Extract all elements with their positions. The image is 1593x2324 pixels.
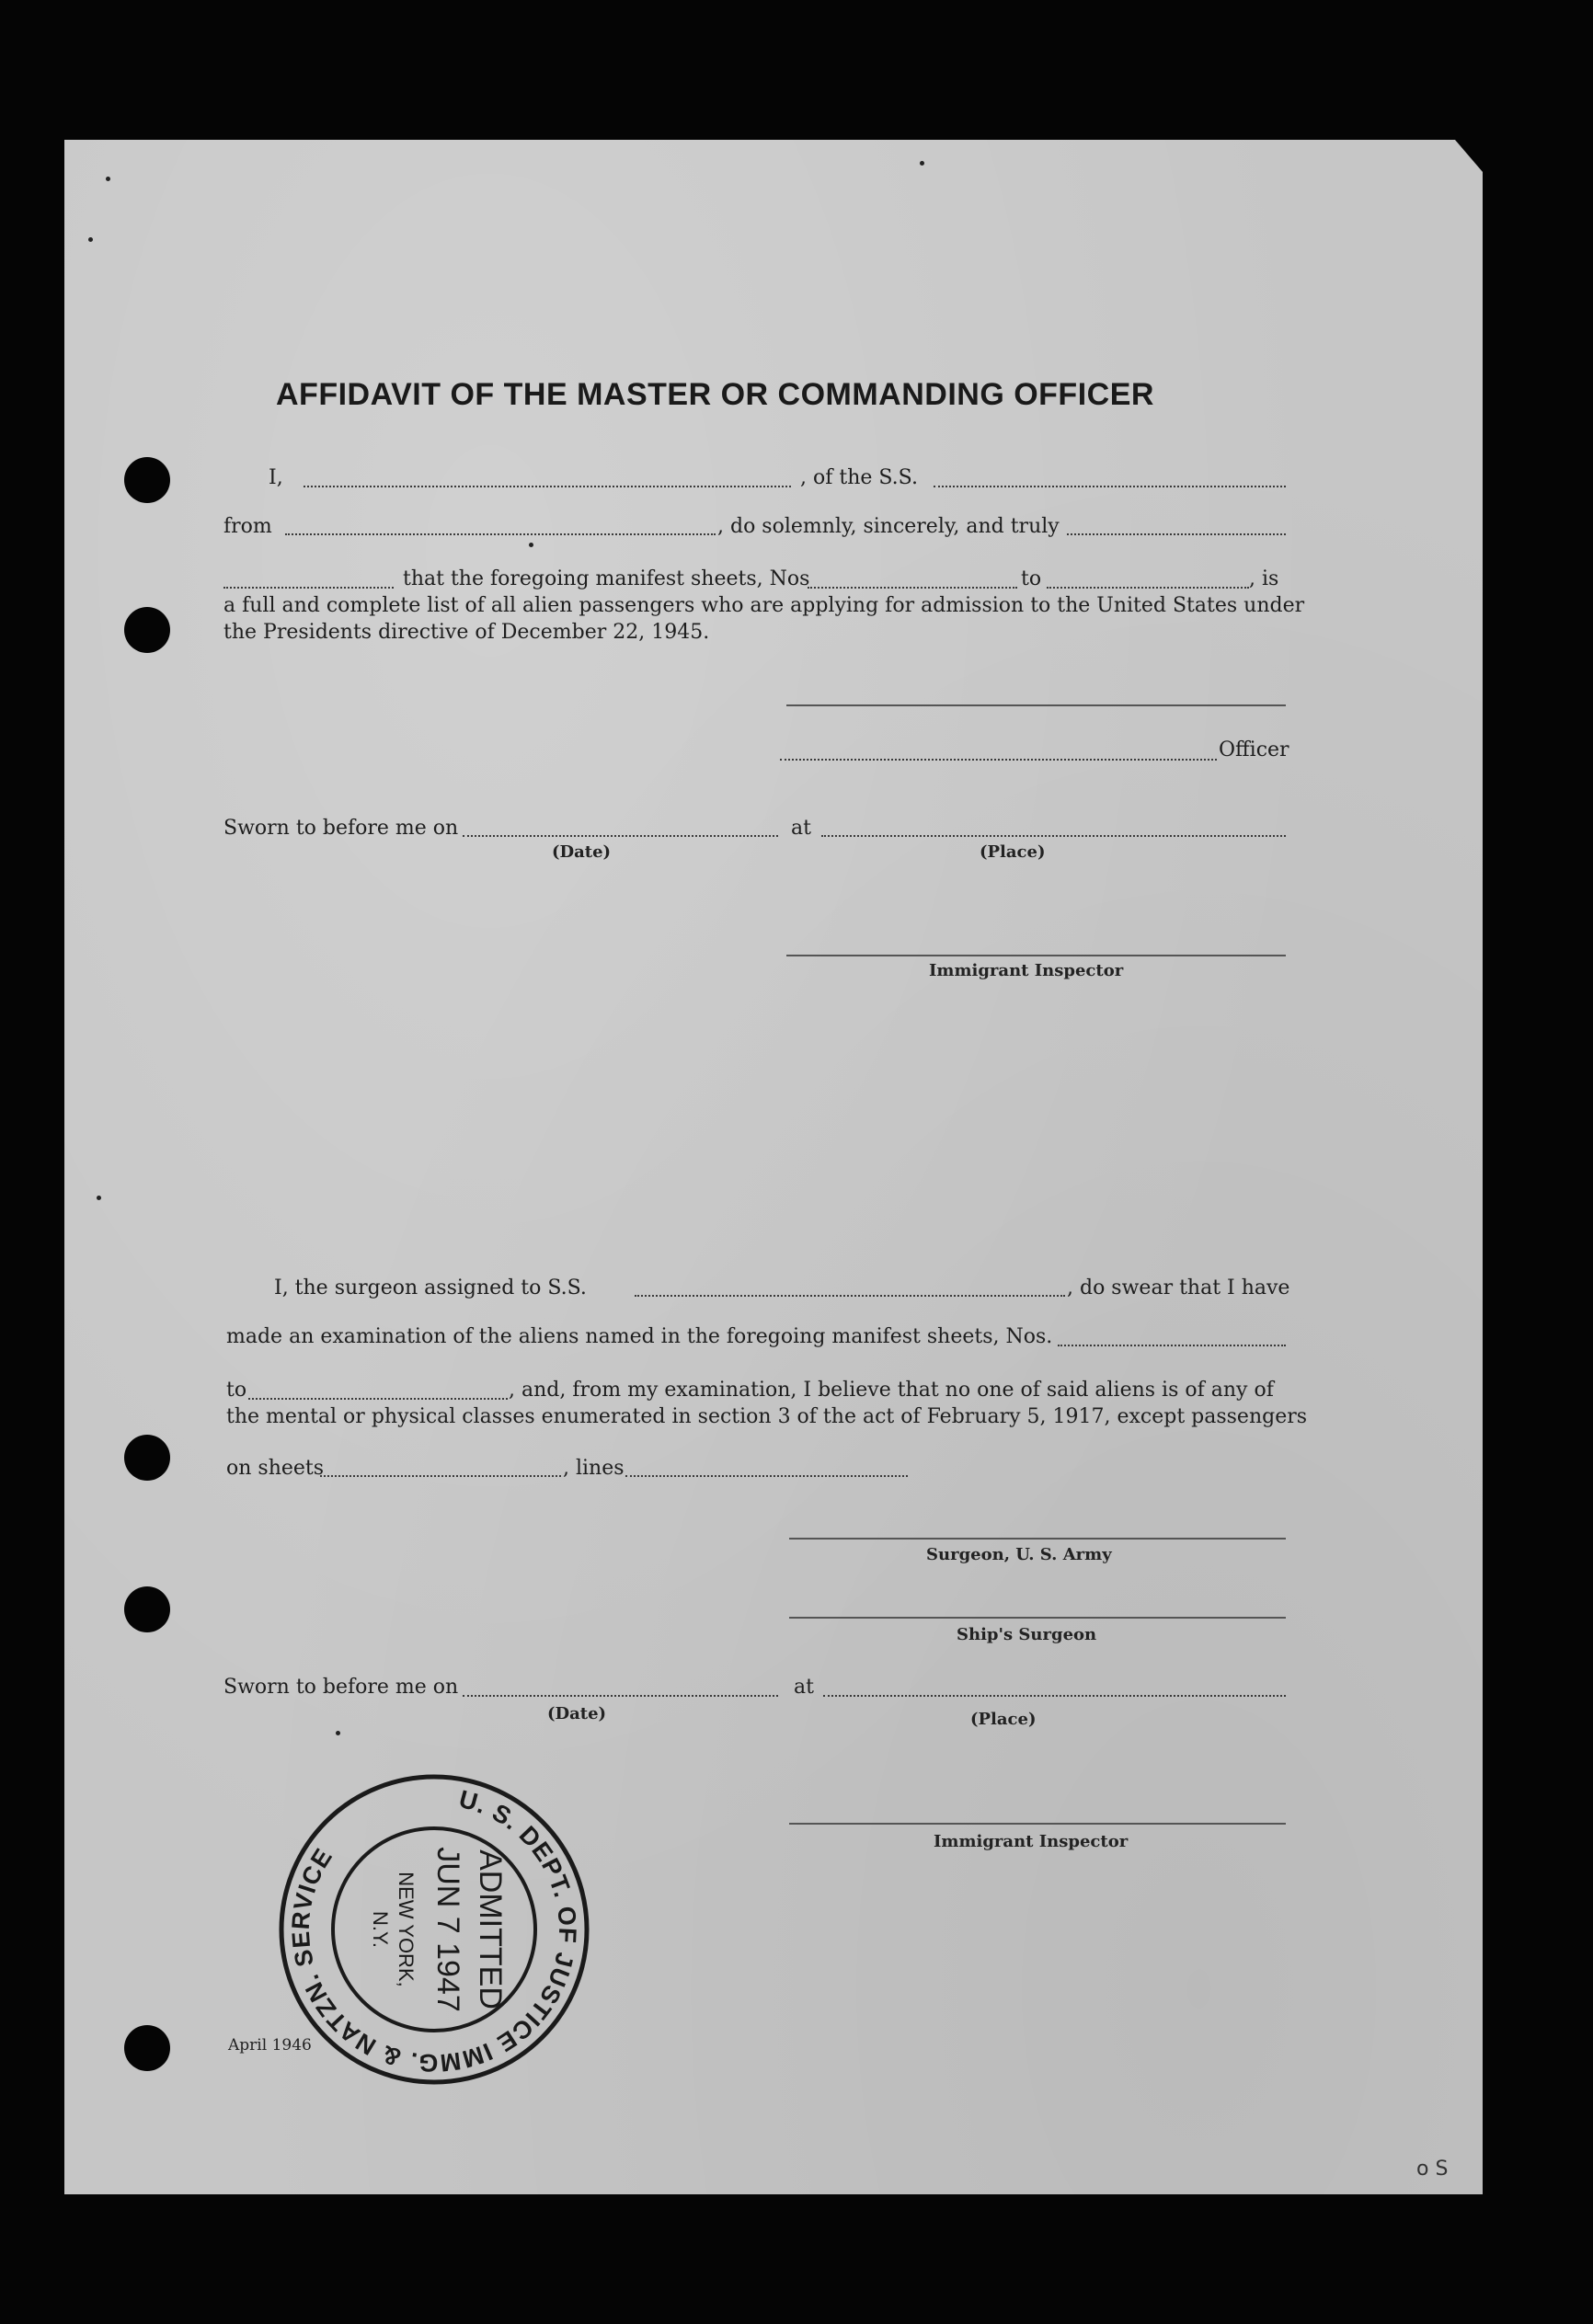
admitted-stamp (278, 1773, 590, 2086)
lines-label: , lines (563, 1457, 625, 1480)
of-ss-label: , of the S.S. (800, 466, 918, 489)
belief-label: , and, from my examination, I believe that no one of said aliens is of any of (509, 1379, 1274, 1402)
manifest-from-field[interactable] (808, 587, 1017, 589)
sworn-date-field[interactable] (463, 835, 778, 837)
on-sheets-label: on sheets (226, 1457, 325, 1480)
punch-hole (124, 1586, 170, 1632)
surgeon-place-caption: (Place) (970, 1710, 1037, 1729)
statement-line: a full and complete list of all alien passengers who are applying for admission to the United States under (223, 594, 1305, 617)
ink-speck (529, 543, 533, 547)
surgeon-inspector-signature-line[interactable] (789, 1823, 1286, 1825)
manifest-label: that the foregoing manifest sheets, Nos (403, 567, 810, 590)
army-surgeon-signature-line[interactable] (789, 1538, 1286, 1540)
punch-hole (124, 457, 170, 503)
ink-speck (920, 161, 924, 166)
stamp-state: N.Y. (369, 1911, 392, 1948)
corner-mark: o S (1416, 2158, 1449, 2181)
ink-speck (336, 1731, 340, 1735)
stamp-status: ADMITTED (473, 1849, 508, 2009)
ship-name-field[interactable] (934, 486, 1286, 487)
manifest-to-field[interactable] (1047, 587, 1249, 589)
surgeon-sworn-place-field[interactable] (823, 1695, 1286, 1697)
classes-label: the mental or physical classes enumerated in section 3 of the act of February 5, 1917, except passengers (226, 1405, 1308, 1428)
stamp-agency-text: U. S. DEPT. OF JUSTICE IMMG. & NATZN. SERVICE (286, 1784, 582, 2078)
surgeon-sworn-label: Sworn to before me on (223, 1676, 459, 1699)
ink-speck (106, 177, 110, 181)
inspector-caption: Immigrant Inspector (929, 961, 1124, 980)
exam-to-label: to (226, 1379, 247, 1402)
manifest-to-label: to (1021, 567, 1042, 590)
is-label: , is (1249, 567, 1279, 590)
oath-field[interactable] (1067, 533, 1286, 535)
surgeon-intro-label: I, the surgeon assigned to S.S. (274, 1276, 587, 1299)
surgeon-sworn-date-field[interactable] (463, 1695, 778, 1697)
swear-label: , do swear that I have (1067, 1276, 1290, 1299)
date-caption: (Date) (552, 842, 612, 862)
sworn-place-field[interactable] (821, 835, 1286, 837)
punch-hole (124, 607, 170, 653)
sworn-label: Sworn to before me on (223, 817, 459, 840)
solemnly-label: , do solemnly, sincerely, and truly (717, 515, 1060, 538)
oath-continuation-field[interactable] (223, 587, 394, 589)
master-name-field[interactable] (304, 486, 791, 487)
ships-surgeon-caption: Ship's Surgeon (957, 1625, 1097, 1644)
army-surgeon-caption: Surgeon, U. S. Army (926, 1545, 1112, 1564)
ink-speck (97, 1196, 101, 1200)
punch-hole (124, 2025, 170, 2071)
i-label: I, (269, 466, 283, 489)
surgeon-at-label: at (794, 1676, 814, 1699)
surgeon-inspector-caption: Immigrant Inspector (934, 1832, 1129, 1851)
from-port-field[interactable] (285, 533, 716, 535)
officer-name-field[interactable] (780, 759, 1217, 761)
sheets-field[interactable] (320, 1475, 561, 1477)
statement-line: the Presidents directive of December 22, 1945. (223, 621, 710, 644)
lines-field[interactable] (625, 1475, 908, 1477)
ships-surgeon-signature-line[interactable] (789, 1617, 1286, 1619)
exam-from-field[interactable] (1058, 1345, 1286, 1346)
punch-hole (124, 1435, 170, 1481)
inspector-signature-line[interactable] (786, 955, 1286, 956)
surgeon-ship-field[interactable] (635, 1295, 1065, 1297)
place-caption: (Place) (980, 842, 1046, 862)
stamp-date: JUN 7 1947 (430, 1847, 465, 2012)
officer-signature-line[interactable] (786, 704, 1286, 706)
ink-speck (88, 237, 93, 242)
surgeon-date-caption: (Date) (547, 1704, 607, 1723)
exam-to-field[interactable] (248, 1398, 508, 1400)
officer-label: Officer (1219, 738, 1289, 761)
from-label: from (223, 515, 272, 538)
exam-label: made an examination of the aliens named in the foregoing manifest sheets, Nos. (226, 1325, 1053, 1348)
stamp-city: NEW YORK, (395, 1872, 418, 1987)
form-date: April 1946 (228, 2036, 312, 2055)
page-title: AFFIDAVIT OF THE MASTER OR COMMANDING OFFICER (276, 377, 1154, 412)
at-label: at (791, 817, 811, 840)
